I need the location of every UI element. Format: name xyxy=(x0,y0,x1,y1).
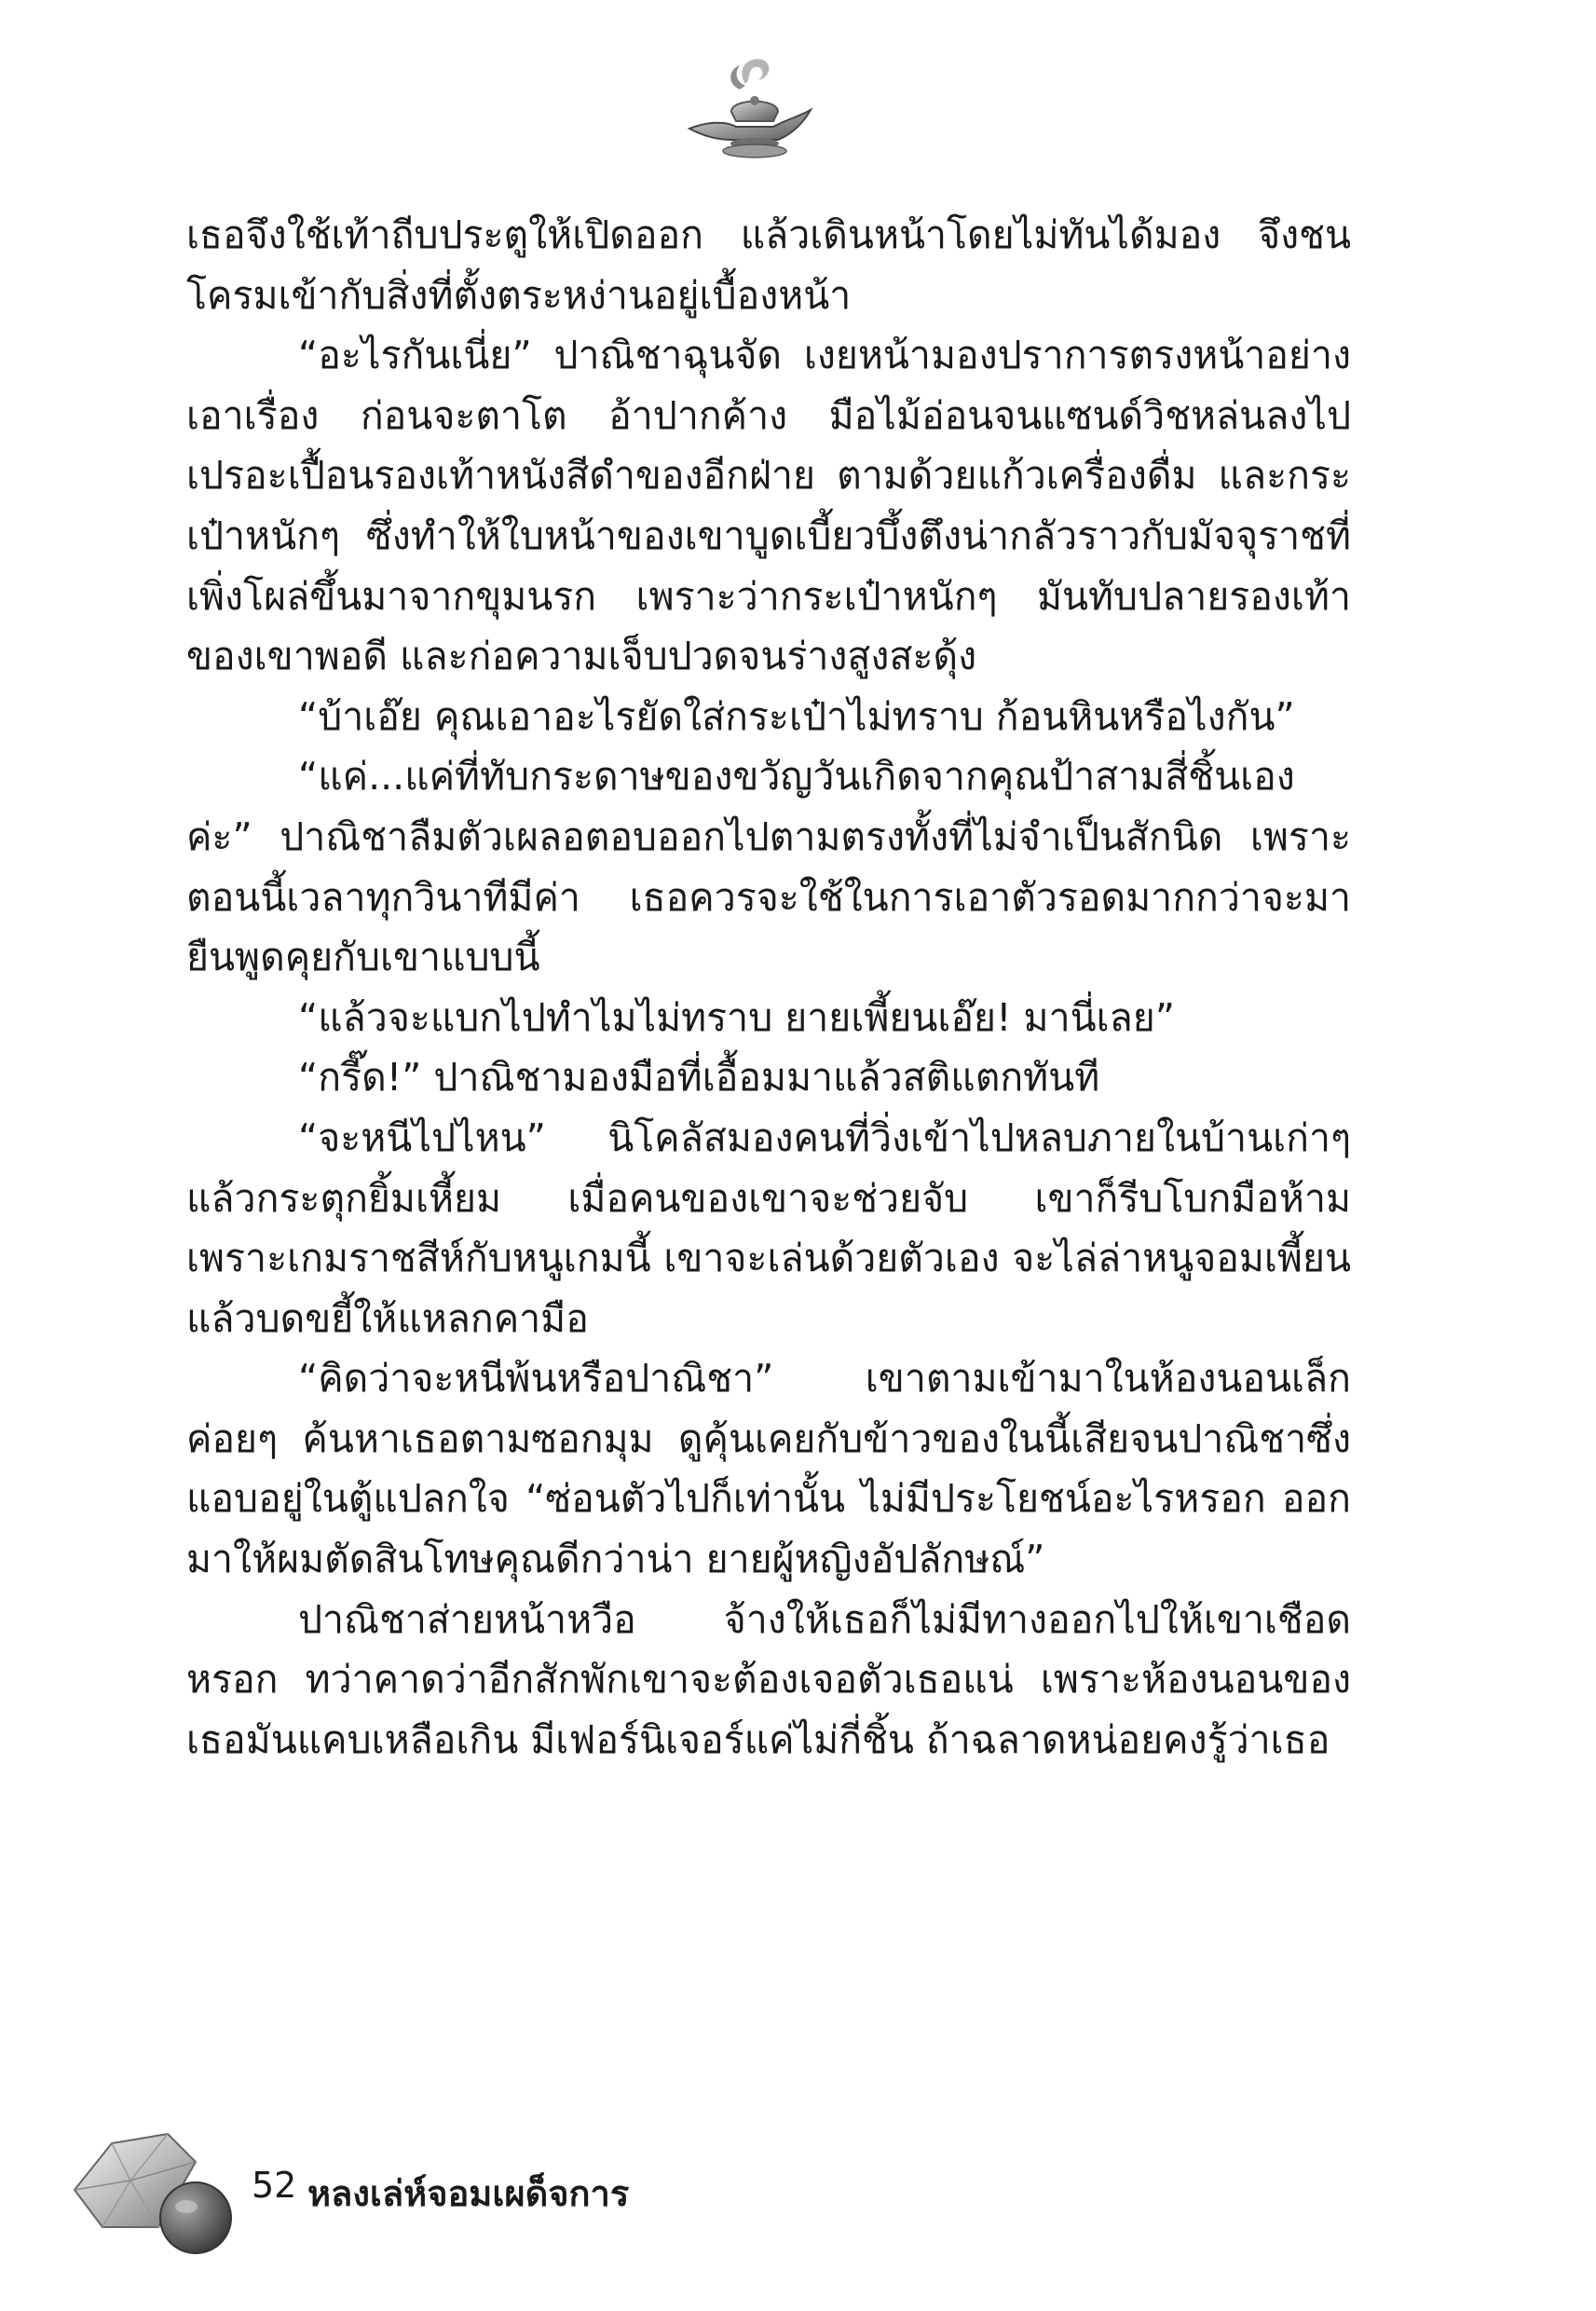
paragraph-7: “จะหนีไปไหน” นิโคลัสมองคนที่วิ่งเข้าไปหลบภายในบ้านเก่าๆ แล้วกระตุกยิ้มเหี้ยม เมื่อคนของเขาจะช่วยจับ เขาก็รีบโบกมือห้าม เพราะเกมราชสีห์กับหนูเกมนี้ เขาจะเล่นด้วยตัวเอง จะไล่ล่าหนูจอมเพี้ยน แล้วบดขยี้ให้แหลกคามือ xyxy=(186,1114,1351,1341)
paragraph-1: เธอจึงใช้เท้าถีบประตูให้เปิดออก แล้วเดินหน้าโดยไม่ทันได้มอง จึงชนโครมเข้ากับสิ่งที่ตั้งตระหง่านอยู่เบื้องหน้า xyxy=(186,212,1351,318)
paragraph-4: “แค่...แค่ที่ทับกระดาษของขวัญวันเกิดจากคุณป้าสามสี่ชิ้นเองค่ะ” ปาณิชาลืมตัวเผลอตอบออกไปตามตรงทั้งที่ไม่จำเป็นสักนิด เพราะตอนนี้เวลาทุกวินาทีมีค่า เธอควรจะใช้ในการเอาตัวรอดมากกว่าจะมายืนพูดคุยกับเขาแบบนี้ xyxy=(186,754,1351,980)
book-title: หลงเล่ห์จอมเผด็จการ xyxy=(307,2173,630,2214)
page-footer xyxy=(56,2106,708,2264)
paragraph-2: “อะไรกันเนี่ย” ปาณิชาฉุนจัด เงยหน้ามองปราการตรงหน้าอย่างเอาเรื่อง ก่อนจะตาโต อ้าปากค้าง มือไม้อ่อนจนแซนด์วิชหล่นลงไปเปรอะเปื้อนรองเท้าหนังสีดำของอีกฝ่าย ตามด้วยแก้วเครื่องดื่ม และกระเป๋าหนักๆ ซึ่งทำให้ใบหน้าของเขาบูดเบี้ยวบึ้งตึงน่ากลัวราวกับมัจจุราชที่เพิ่งโผล่ขึ้นมาจากขุมนรก เพราะว่ากระเป๋าหนักๆ มันทับปลายรองเท้าของเขาพอดี และก่อความเจ็บปวดจนร่างสูงสะดุ้ง xyxy=(186,333,1351,679)
page-number: 52 xyxy=(252,2165,297,2206)
paragraph-8: “คิดว่าจะหนีพ้นหรือปาณิชา” เขาตามเข้ามาในห้องนอนเล็ก ค่อยๆ ค้นหาเธอตามซอกมุม ดูคุ้นเคยกับข้าวของในนี้เสียจนปาณิชาซึ่งแอบอยู่ในตู้แปลกใจ “ซ่อนตัวไปก็เท่านั้น ไม่มีประโยชน์อะไรหรอก ออกมาให้ผมตัดสินโทษคุณดีกว่าน่า ยายผู้หญิงอัปลักษณ์” xyxy=(186,1356,1351,1582)
paragraph-3: “บ้าเอ๊ย คุณเอาอะไรยัดใส่กระเป๋าไม่ทราบ ก้อนหินหรือไงกัน” xyxy=(298,693,1295,739)
genie-lamp-icon xyxy=(680,47,820,168)
paragraph-9: ปาณิชาส่ายหน้าหวือ จ้างให้เธอก็ไม่มีทางออกไปให้เขาเชือดหรอก ทว่าคาดว่าอีกสักพักเขาจะต้องเจอตัวเธอแน่ เพราะห้องนอนของเธอมันแคบเหลือเกิน มีเฟอร์นิเจอร์แค่ไม่กี่ชิ้น ถ้าฉลาดหน่อยคงรู้ว่าเธอ xyxy=(186,1596,1351,1762)
paragraph-6: “กรี๊ด!” ปาณิชามองมือที่เอื้อมมาแล้วสติแตกทันที xyxy=(298,1055,1100,1101)
diamond-icon xyxy=(56,2106,242,2264)
paragraph-5: “แล้วจะแบกไปทำไมไม่ทราบ ยายเพี้ยนเอ๊ย! มานี่เลย” xyxy=(298,994,1176,1040)
body-text xyxy=(186,205,1351,1770)
